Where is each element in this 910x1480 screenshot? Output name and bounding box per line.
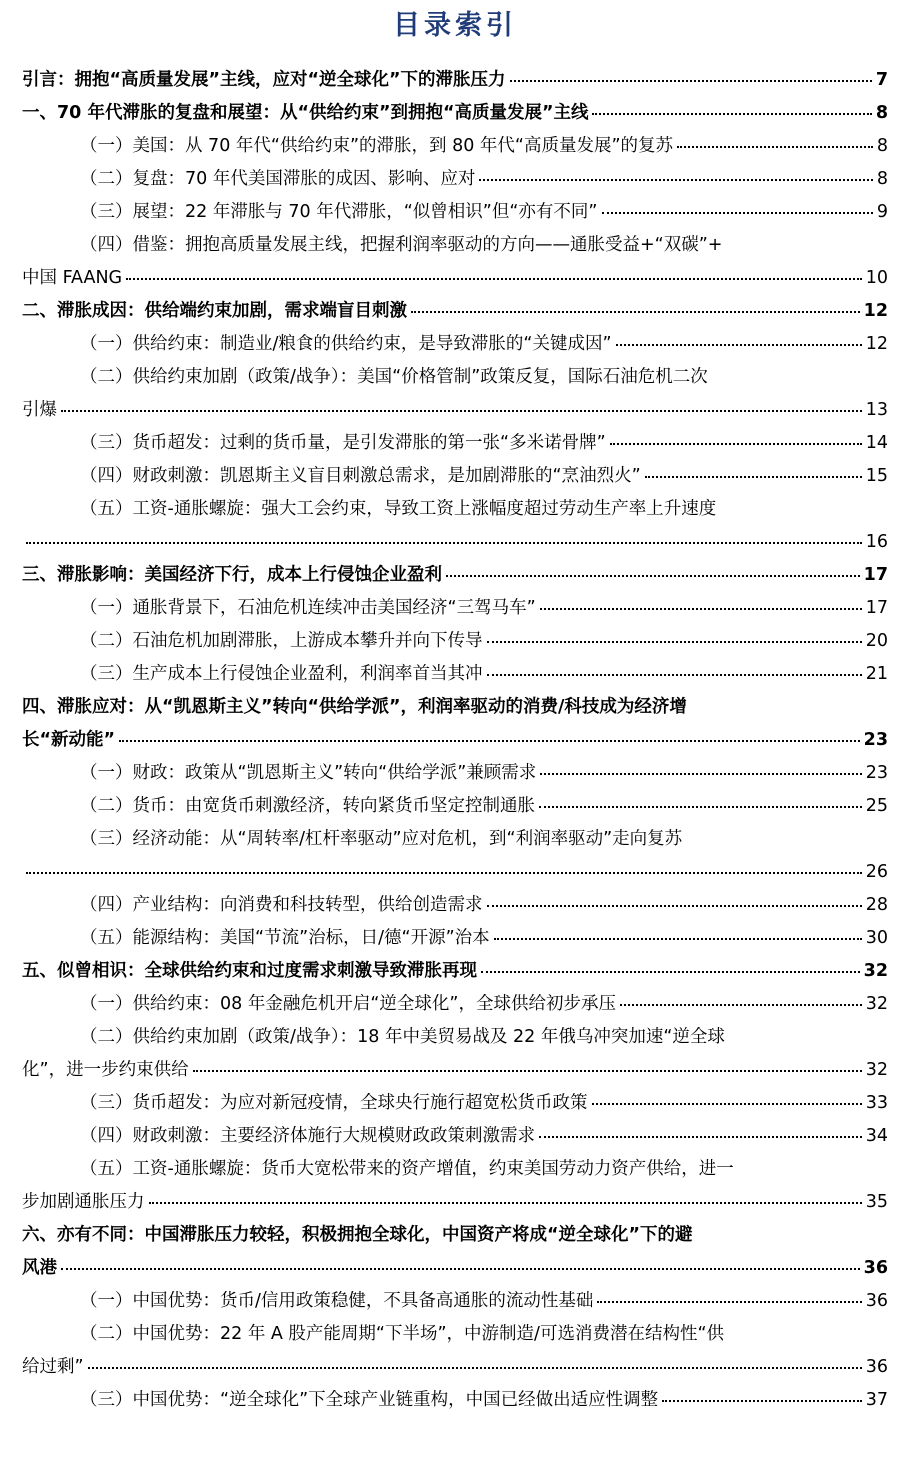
toc-dot-leader bbox=[539, 1119, 862, 1139]
toc-entry-text: （二）货币：由宽货币刺激经济，转向紧货币坚定控制通胀 bbox=[80, 796, 535, 816]
toc-entry-line bbox=[22, 856, 888, 889]
toc-page-number: 21 bbox=[865, 664, 888, 684]
toc-entry-text: （四）财政刺激：凯恩斯主义盲目刺激总需求，是加剧滞胀的“烹油烈火” bbox=[80, 466, 641, 486]
toc-entry-line bbox=[80, 460, 888, 493]
toc-page-number: 15 bbox=[865, 466, 888, 486]
toc-entry-text: 引言：拥抱“高质量发展”主线，应对“逆全球化”下的滞胀压力 bbox=[22, 70, 506, 90]
toc-subsection-entry[interactable] bbox=[22, 361, 888, 427]
toc-list bbox=[22, 64, 888, 1417]
toc-subsection-entry[interactable] bbox=[22, 988, 888, 1021]
toc-entry-text: 四、滞胀应对：从“凯恩斯主义”转向“供给学派”，利润率驱动的消费/科技成为经济增 bbox=[22, 697, 687, 717]
toc-entry-text: （五）能源结构：美国“节流”治标，日/德“开源”治本 bbox=[80, 928, 490, 948]
toc-page-number: 32 bbox=[863, 961, 888, 981]
toc-dot-leader bbox=[411, 294, 860, 314]
toc-dot-leader bbox=[481, 954, 860, 974]
toc-subsection-entry[interactable] bbox=[22, 427, 888, 460]
toc-entry-text: （一）供给约束：08 年金融危机开启“逆全球化”，全球供给初步承压 bbox=[80, 994, 616, 1014]
toc-entry-text: （二）复盘：70 年代美国滞胀的成因、影响、应对 bbox=[80, 169, 476, 189]
toc-dot-leader bbox=[193, 1053, 862, 1073]
toc-entry-text: （一）中国优势：货币/信用政策稳健，不具备高通胀的流动性基础 bbox=[80, 1291, 594, 1311]
toc-section-entry[interactable] bbox=[22, 97, 888, 130]
toc-entry-line bbox=[80, 328, 888, 361]
toc-subsection-entry[interactable] bbox=[22, 823, 888, 889]
toc-dot-leader bbox=[677, 129, 873, 149]
toc-subsection-entry[interactable] bbox=[22, 130, 888, 163]
toc-entry-text: 六、亦有不同：中国滞胀压力较轻，积极拥抱全球化，中国资产将成“逆全球化”下的避 bbox=[22, 1225, 693, 1245]
toc-subsection-entry[interactable] bbox=[22, 1318, 888, 1384]
toc-section-entry[interactable] bbox=[22, 955, 888, 988]
toc-entry-line bbox=[22, 262, 888, 295]
toc-subsection-entry[interactable] bbox=[22, 757, 888, 790]
toc-entry-line bbox=[22, 97, 888, 130]
toc-page-number: 17 bbox=[863, 565, 888, 585]
toc-subsection-entry[interactable] bbox=[22, 1087, 888, 1120]
toc-dot-leader bbox=[26, 525, 862, 545]
toc-subsection-entry[interactable] bbox=[22, 889, 888, 922]
toc-entry-line bbox=[22, 724, 888, 757]
toc-entry-text: （四）产业结构：向消费和科技转型，供给创造需求 bbox=[80, 895, 483, 915]
toc-entry-text: （二）供给约束加剧（政策/战争）：18 年中美贸易战及 22 年俄乌冲突加速“逆全球 bbox=[80, 1027, 725, 1047]
toc-entry-text: （四）财政刺激：主要经济体施行大规模财政政策刺激需求 bbox=[80, 1126, 535, 1146]
toc-page-number: 32 bbox=[865, 1060, 888, 1080]
toc-entry-text: 步加剧通胀压力 bbox=[22, 1192, 145, 1212]
toc-entry-line bbox=[22, 64, 888, 97]
toc-entry-text: 三、滞胀影响：美国经济下行，成本上行侵蚀企业盈利 bbox=[22, 565, 442, 585]
toc-entry-line bbox=[22, 295, 888, 328]
toc-entry-text: 风港 bbox=[22, 1258, 57, 1278]
toc-entry-line bbox=[22, 955, 888, 988]
toc-subsection-entry[interactable] bbox=[22, 625, 888, 658]
toc-entry-line bbox=[22, 1252, 888, 1285]
toc-dot-leader bbox=[126, 261, 862, 281]
toc-entry-line bbox=[80, 625, 888, 658]
toc-dot-leader bbox=[61, 1251, 860, 1271]
toc-page-number: 7 bbox=[875, 70, 888, 90]
toc-entry-text: （三）生产成本上行侵蚀企业盈利，利润率首当其冲 bbox=[80, 664, 483, 684]
toc-dot-leader bbox=[610, 426, 862, 446]
toc-page-number: 36 bbox=[865, 1291, 888, 1311]
toc-page-number: 8 bbox=[875, 103, 888, 123]
toc-page-number: 23 bbox=[863, 730, 888, 750]
toc-page-number: 9 bbox=[876, 202, 888, 222]
toc-entry-text: （三）展望：22 年滞胀与 70 年代滞胀，“似曾相识”但“亦有不同” bbox=[80, 202, 598, 222]
toc-section-entry[interactable] bbox=[22, 559, 888, 592]
toc-entry-line bbox=[22, 559, 888, 592]
toc-entry-line bbox=[22, 1054, 888, 1087]
toc-dot-leader bbox=[479, 162, 873, 182]
toc-entry-text: （五）工资-通胀螺旋：货币大宽松带来的资产增值，约束美国劳动力资产供给，进一 bbox=[80, 1159, 734, 1179]
toc-subsection-entry[interactable] bbox=[22, 922, 888, 955]
toc-entry-line bbox=[22, 394, 888, 427]
toc-page-number: 26 bbox=[865, 862, 888, 882]
toc-entry-line bbox=[80, 1087, 888, 1120]
toc-subsection-entry[interactable] bbox=[22, 493, 888, 559]
toc-entry-text: （二）中国优势：22 年 A 股产能周期“下半场”，中游制造/可选消费潜在结构性“供 bbox=[80, 1324, 725, 1344]
toc-dot-leader bbox=[26, 855, 862, 875]
toc-entry-line bbox=[80, 196, 888, 229]
toc-page-number: 36 bbox=[863, 1258, 888, 1278]
toc-page-number: 8 bbox=[876, 169, 888, 189]
toc-entry-text: （一）财政：政策从“凯恩斯主义”转向“供给学派”兼顾需求 bbox=[80, 763, 537, 783]
toc-dot-leader bbox=[645, 459, 862, 479]
toc-entry-text: （一）供给约束：制造业/粮食的供给约束，是导致滞胀的“关键成因” bbox=[80, 334, 612, 354]
toc-dot-leader bbox=[510, 63, 872, 83]
toc-page-number: 25 bbox=[865, 796, 888, 816]
toc-title: 目录索引 bbox=[393, 10, 517, 41]
toc-page-number: 8 bbox=[876, 136, 888, 156]
toc-entry-text: （三）货币超发：过剩的货币量，是引发滞胀的第一张“多米诺骨牌” bbox=[80, 433, 606, 453]
toc-entry-text: （四）借鉴：拥抱高质量发展主线，把握利润率驱动的方向——通胀受益+“双碳”+ bbox=[80, 235, 723, 255]
toc-section-entry[interactable] bbox=[22, 295, 888, 328]
toc-page-number: 14 bbox=[865, 433, 888, 453]
toc-subsection-entry[interactable] bbox=[22, 1120, 888, 1153]
toc-page-number: 17 bbox=[865, 598, 888, 618]
toc-dot-leader bbox=[494, 921, 862, 941]
toc-dot-leader bbox=[539, 789, 862, 809]
toc-entry-text: （三）中国优势：“逆全球化”下全球产业链重构，中国已经做出适应性调整 bbox=[80, 1390, 659, 1410]
toc-entry-text: （二）供给约束加剧（政策/战争）：美国“价格管制”政策反复，国际石油危机二次 bbox=[80, 367, 708, 387]
toc-page-number: 12 bbox=[863, 301, 888, 321]
toc-subsection-entry[interactable] bbox=[22, 1153, 888, 1219]
toc-dot-leader bbox=[149, 1185, 862, 1205]
toc-entry-text: （二）石油危机加剧滞胀，上游成本攀升并向下传导 bbox=[80, 631, 483, 651]
toc-section-entry[interactable] bbox=[22, 691, 888, 757]
toc-subsection-entry[interactable] bbox=[22, 658, 888, 691]
toc-subsection-entry[interactable] bbox=[22, 163, 888, 196]
toc-page-number: 10 bbox=[865, 268, 888, 288]
toc-entry-text: （五）工资-通胀螺旋：强大工会约束，导致工资上涨幅度超过劳动生产率上升速度 bbox=[80, 499, 717, 519]
toc-entry-line bbox=[22, 526, 888, 559]
toc-subsection-entry[interactable] bbox=[22, 1384, 888, 1417]
toc-subsection-entry[interactable] bbox=[22, 196, 888, 229]
toc-page-number: 16 bbox=[865, 532, 888, 552]
toc-entry-line bbox=[80, 658, 888, 691]
toc-dot-leader bbox=[487, 888, 862, 908]
toc-entry-text: 五、似曾相识：全球供给约束和过度需求刺激导致滞胀再现 bbox=[22, 961, 477, 981]
toc-subsection-entry[interactable] bbox=[22, 460, 888, 493]
toc-entry-line bbox=[80, 757, 888, 790]
toc-page-number: 30 bbox=[865, 928, 888, 948]
toc-entry-line bbox=[80, 592, 888, 625]
toc-entry-line bbox=[80, 922, 888, 955]
toc-page-number: 37 bbox=[865, 1390, 888, 1410]
toc-entry-text: （三）货币超发：为应对新冠疫情，全球央行施行超宽松货币政策 bbox=[80, 1093, 588, 1113]
toc-page-number: 33 bbox=[865, 1093, 888, 1113]
toc-section-entry[interactable] bbox=[22, 1219, 888, 1285]
toc-entry-text: （三）经济动能：从“周转率/杠杆率驱动”应对危机，到“利润率驱动”走向复苏 bbox=[80, 829, 683, 849]
toc-dot-leader bbox=[592, 1086, 862, 1106]
toc-entry-text: 二、滞胀成因：供给端约束加剧，需求端盲目刺激 bbox=[22, 301, 407, 321]
toc-entry-line bbox=[80, 163, 888, 196]
toc-page-number: 32 bbox=[865, 994, 888, 1014]
toc-entry-line bbox=[80, 790, 888, 823]
toc-page-number: 28 bbox=[865, 895, 888, 915]
toc-dot-leader bbox=[540, 591, 862, 611]
toc-dot-leader bbox=[540, 756, 861, 776]
toc-dot-leader bbox=[592, 96, 871, 116]
toc-entry-line bbox=[80, 130, 888, 163]
toc-subsection-entry[interactable] bbox=[22, 1285, 888, 1318]
toc-dot-leader bbox=[616, 327, 862, 347]
toc-entry-line bbox=[80, 988, 888, 1021]
toc-dot-leader bbox=[487, 657, 862, 677]
toc-dot-leader bbox=[602, 195, 873, 215]
toc-entry-text: （一）美国：从 70 年代“供给约束”的滞胀，到 80 年代“高质量发展”的复苏 bbox=[80, 136, 674, 156]
toc-page-number: 12 bbox=[865, 334, 888, 354]
toc-entry-text: （一）通胀背景下，石油危机连续冲击美国经济“三驾马车” bbox=[80, 598, 536, 618]
toc-entry-line bbox=[22, 1186, 888, 1219]
toc-entry-text: 长“新动能” bbox=[22, 730, 116, 750]
toc-entry-text: 给过剩” bbox=[22, 1357, 84, 1377]
toc-entry-text: 化”，进一步约束供给 bbox=[22, 1060, 189, 1080]
toc-entry-line bbox=[80, 427, 888, 460]
toc-dot-leader bbox=[119, 723, 860, 743]
toc-entry-text: 一、70 年代滞胀的复盘和展望：从“供给约束”到拥抱“高质量发展”主线 bbox=[22, 103, 589, 123]
toc-subsection-entry[interactable] bbox=[22, 328, 888, 361]
toc-page-number: 20 bbox=[865, 631, 888, 651]
toc-subsection-entry[interactable] bbox=[22, 229, 888, 295]
toc-subsection-entry[interactable] bbox=[22, 592, 888, 625]
toc-dot-leader bbox=[597, 1284, 861, 1304]
toc-section-entry[interactable] bbox=[22, 64, 888, 97]
toc-dot-leader bbox=[61, 393, 862, 413]
toc-entry-line bbox=[80, 889, 888, 922]
toc-page-number: 23 bbox=[865, 763, 888, 783]
toc-page-number: 35 bbox=[865, 1192, 888, 1212]
toc-entry-text: 中国 FAANG bbox=[22, 268, 123, 288]
toc-page-number: 13 bbox=[865, 400, 888, 420]
toc-subsection-entry[interactable] bbox=[22, 1021, 888, 1087]
toc-dot-leader bbox=[88, 1350, 862, 1370]
toc-entry-line bbox=[80, 1120, 888, 1153]
toc-dot-leader bbox=[620, 987, 862, 1007]
toc-entry-text: 引爆 bbox=[22, 400, 57, 420]
toc-dot-leader bbox=[487, 624, 862, 644]
toc-page-number: 36 bbox=[865, 1357, 888, 1377]
toc-entry-line bbox=[22, 1351, 888, 1384]
toc-entry-line bbox=[80, 1285, 888, 1318]
toc-subsection-entry[interactable] bbox=[22, 790, 888, 823]
toc-entry-line bbox=[80, 1384, 888, 1417]
toc-dot-leader bbox=[446, 558, 860, 578]
toc-page-number: 34 bbox=[865, 1126, 888, 1146]
toc-dot-leader bbox=[662, 1383, 862, 1403]
